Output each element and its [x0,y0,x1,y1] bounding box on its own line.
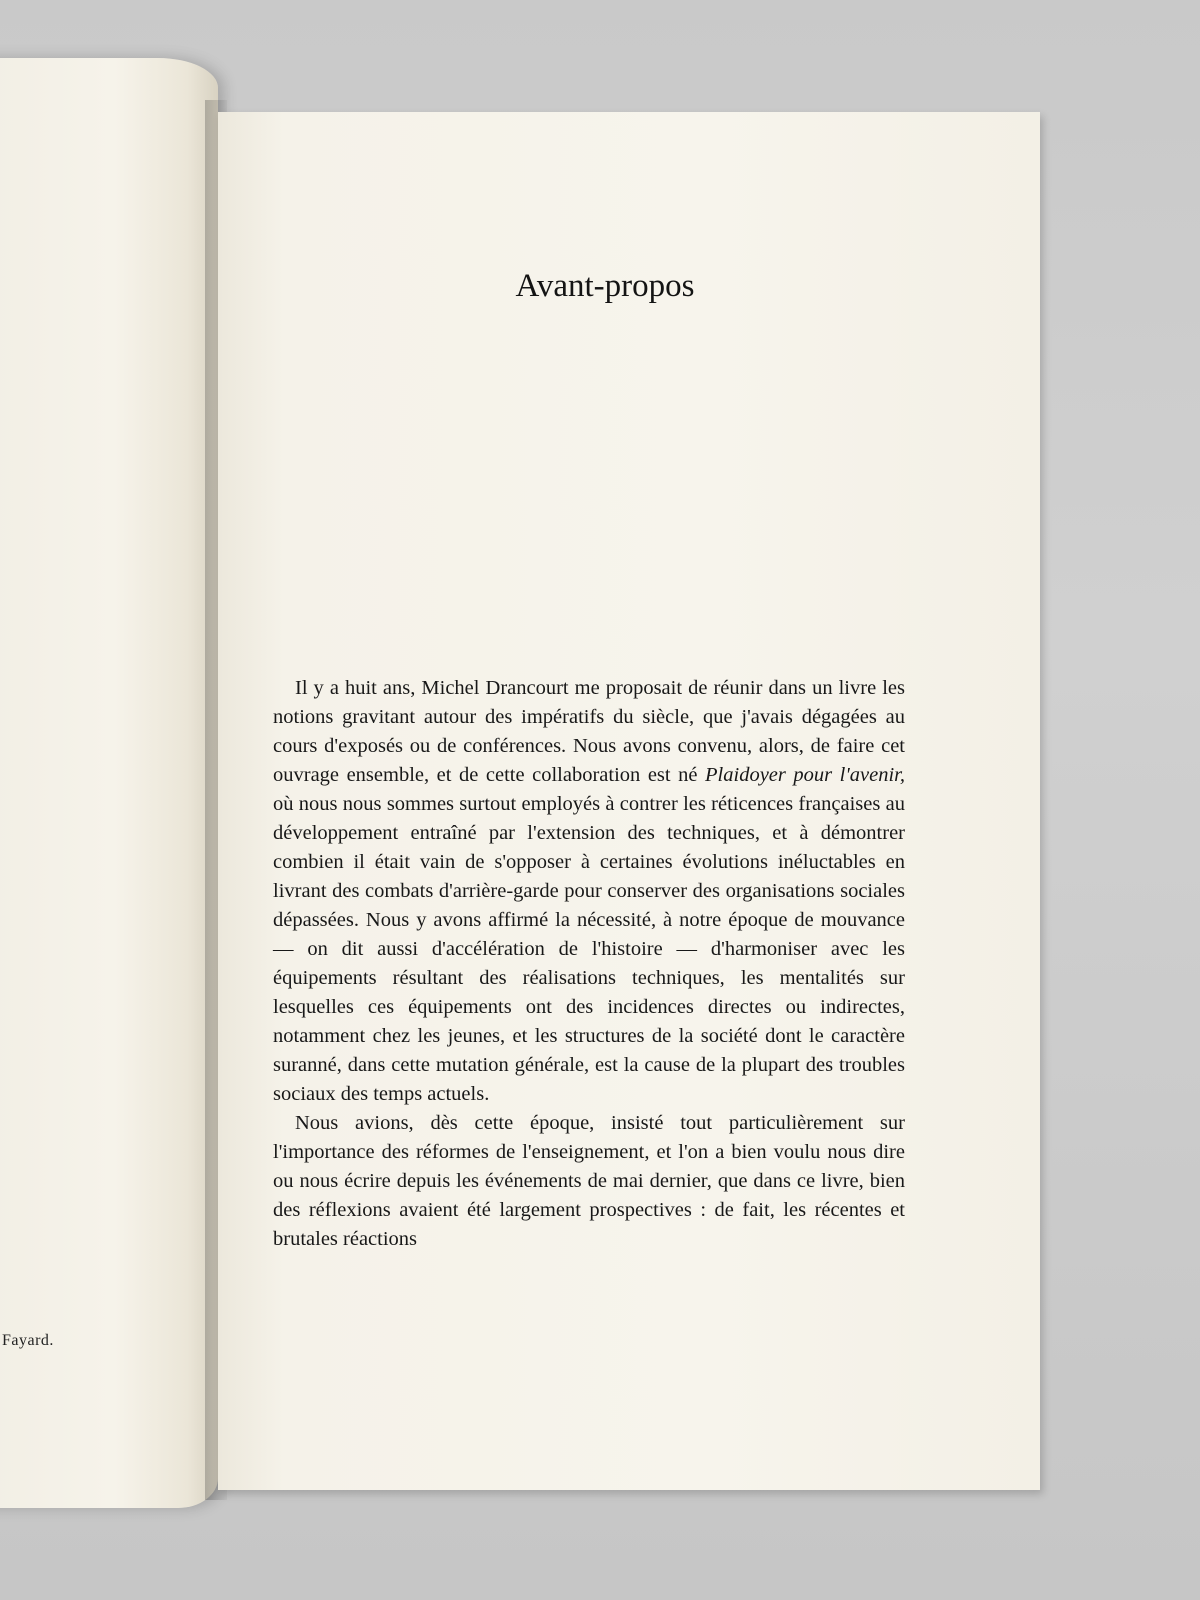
paragraph-1-part-1: Il y a huit ans, Michel Drancourt me proposait de réunir dans un livre les notions gravitant autour des impératifs du siècle, que j'avais dégagées au cours d'exposés ou de conférences. Nous avons convenu, alors, de faire cet ouvrage ensemble, et de cette collaboration est né [273,677,905,786]
paragraph-2: Nous avions, dès cette époque, insisté tout particulièrement sur l'importance des réformes de l'enseignement, et l'on a bien voulu nous dire ou nous écrire depuis les événements de mai dernier, que dans ce livre, bien des réflexions avaient été largement prospectives : de fait, les récentes et brutales réactions [273,1112,905,1250]
paragraph-1 [273,674,905,1109]
book-title-italic: Plaidoyer pour l'avenir, [705,764,905,786]
chapter-title-text: Avant-propos [515,268,695,304]
body-text [273,674,905,1254]
publisher-name: Fayard. [2,1332,54,1349]
chapter-title [0,268,1200,305]
paragraph-1-part-2: où nous nous sommes surtout employés à contrer les réticences françaises au développement entraîné par l'extension des techniques, et à démontrer combien il était vain de s'opposer à certaines évolutions inéluctables en livrant des combats d'arrière-garde pour conserver des organisations sociales dépassées. Nous y avons affirmé la nécessité, à notre époque de mouvance — on dit aussi d'accélération de l'histoire — d'harmoniser avec les équipements résultant des réalisations techniques, les mentalités sur lesquelles ces équipements ont des incidences directes ou indirectes, notamment chez les jeunes, et les structures de la société dont le caractère suranné, dans cette mutation générale, est la cause de la plupart des troubles sociaux des temps actuels. [273,793,905,1105]
